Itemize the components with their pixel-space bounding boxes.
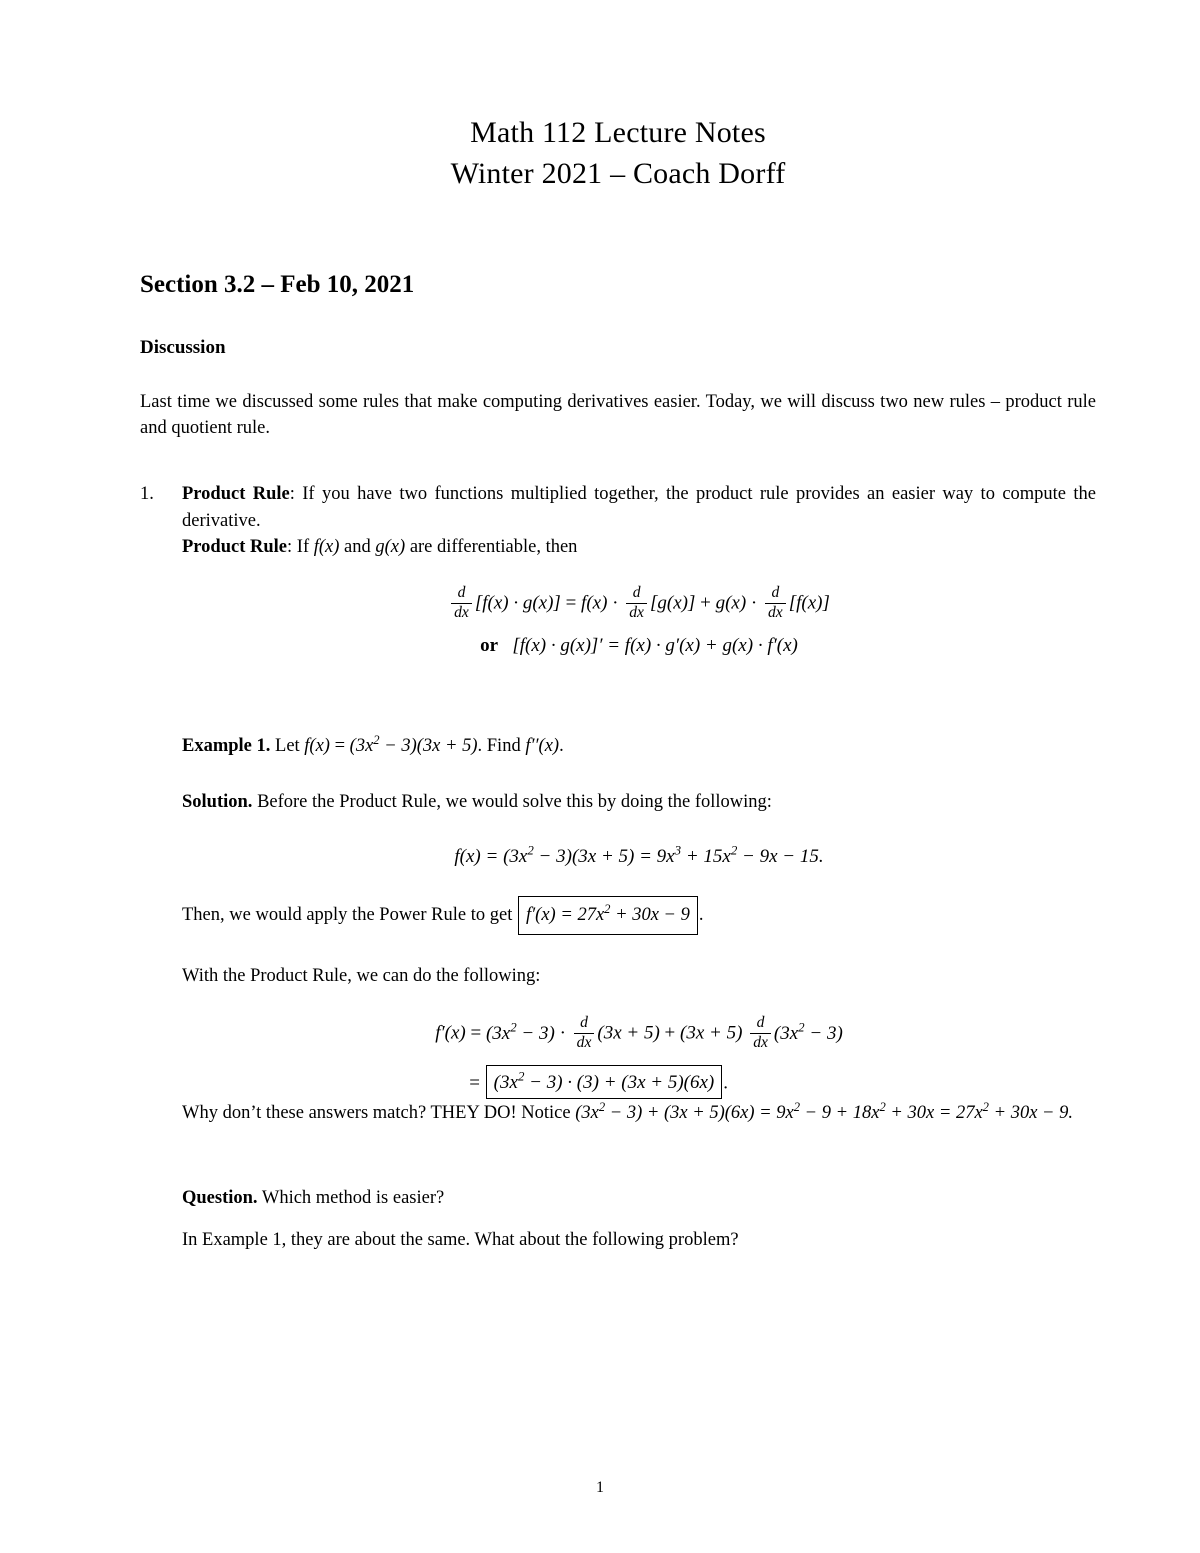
page-number: 1	[596, 1479, 604, 1496]
power-rule-text: Then, we would apply the Power Rule to get	[182, 904, 513, 925]
formula-product-rule-leibniz: $\frac{d}{dx}$ [f(x) · g(x)] = f(x) · $\frac{d}{dx}$ [g(x)] + g(x) · $\frac{d}{dx}$ [f(x)]	[182, 586, 1096, 623]
equation-line-1: $f'(x) = (3x^2 - 3)$ · $\frac{d}{dx}$ (3x + 5) + (3x + 5) $\frac{d}{dx}$ $(3x^2 - 3)$	[435, 1014, 843, 1052]
section-heading: Section 3.2 – Feb 10, 2021	[140, 270, 415, 298]
product-rule-statement-bold: Product Rule	[182, 536, 288, 557]
equation-group	[435, 1016, 843, 1099]
equation-equals: =	[469, 1072, 480, 1094]
question-row	[182, 1185, 1096, 1213]
list-item-body	[182, 481, 1096, 1254]
solution-label: Solution.	[182, 791, 253, 812]
product-rule-and: and	[339, 536, 376, 557]
discussion-heading: Discussion	[140, 336, 226, 358]
example-statement	[182, 731, 1096, 761]
function-f: f(x)	[313, 536, 340, 557]
question-label: Question.	[182, 1187, 258, 1208]
formula-product-rule-prime: or [f(x) · g(x)]′ = f(x) · g′(x) + g(x) · f′(x)	[480, 634, 798, 656]
title-line-2: Winter 2021 – Coach Dorff	[450, 157, 786, 191]
formula-product-rule-applied	[182, 1016, 1096, 1099]
question-text: Which method is easier?	[261, 1187, 445, 1208]
question-followup: In Example 1, they are about the same. What about the following problem?	[182, 1229, 739, 1250]
equation-line-2: = $(3x^2 - 3) \cdot (3) + (3x + 5)(6x)$ .	[469, 1065, 843, 1099]
solution-intro	[182, 789, 1096, 817]
title-line-1: Math 112 Lecture Notes	[470, 116, 766, 149]
function-g: g(x)	[375, 536, 406, 557]
product-rule-apply-intro: With the Product Rule, we can do the following:	[182, 965, 541, 986]
product-rule-statement-b: are differentiable, then	[405, 536, 578, 557]
derivative-operator-2: $\frac{d}{dx}$	[626, 585, 647, 622]
formula-expanded: $f(x) = (3x^2 - 3)(3x + 5) = 9x^3 + 15x^2 - 9x - 15$.	[454, 842, 824, 867]
numbered-list-item-1	[140, 481, 1096, 1254]
example-label: Example 1.	[182, 735, 271, 756]
derivative-operator-1: $\frac{d}{dx}$	[451, 585, 472, 622]
product-rule-boxed-answer: $(3x^2 - 3) \cdot (3) + (3x + 5)(6x)$	[486, 1065, 723, 1099]
formula-or-label: or	[480, 634, 499, 656]
product-rule-intro-bold: Product Rule	[182, 484, 290, 505]
derivative-operator-4: $\frac{d}{dx}$	[574, 1015, 595, 1052]
product-rule-statement-a: : If	[287, 536, 314, 557]
answers-match-paragraph: Why don’t these answers match? THEY DO! Notice $(3x^2 - 3) + (3x + 5)(6x) = 9x^2 - 9 + 18x^2 + 30x = 27x^2 + 30x - 9$.	[182, 1100, 1074, 1124]
list-item-number: 1.	[140, 484, 154, 505]
product-rule-intro	[182, 481, 1096, 534]
document-title	[140, 112, 1096, 195]
example-text: Let $f(x) = (3x^2 - 3)(3x + 5)$. Find f′′(x).	[275, 732, 564, 756]
derivative-operator-5: $\frac{d}{dx}$	[750, 1015, 771, 1052]
product-rule-intro-text: : If you have two functions multiplied together, the product rule provides an easier way to compute the derivative.	[182, 484, 1096, 531]
power-rule-row: Then, we would apply the Power Rule to get $f'(x) = 27x^2 + 30x - 9$ .	[182, 896, 1096, 935]
power-rule-boxed-answer: $f'(x) = 27x^2 + 30x - 9$	[518, 896, 698, 935]
product-rule-statement	[182, 534, 1096, 560]
solution-intro-text: Before the Product Rule, we would solve this by doing the following:	[257, 791, 772, 812]
discussion-paragraph: Last time we discussed some rules that make computing derivatives easier. Today, we will discuss two new rules – product rule and quotient rule.	[140, 391, 1096, 439]
derivative-operator-3: $\frac{d}{dx}$	[765, 585, 786, 622]
